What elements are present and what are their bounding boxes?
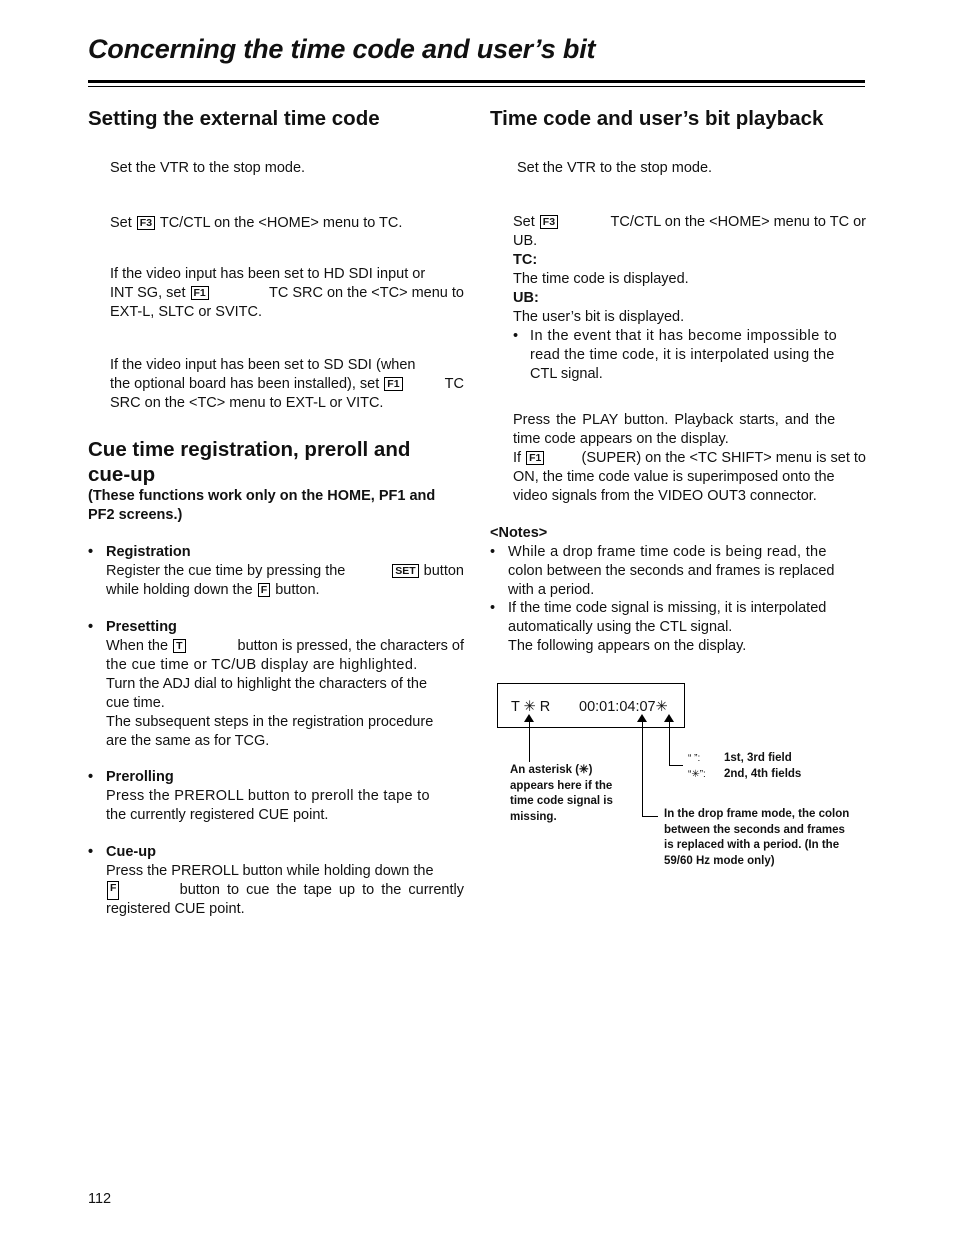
page-number: 112 [88, 1191, 112, 1207]
text: EXT-L, SLTC or SVITC. [110, 304, 263, 320]
line [513, 449, 866, 468]
legend-text: 2nd, 4th fields [724, 768, 802, 780]
legend-symbol: “✳”: [688, 769, 706, 780]
text: the currently registered CUE point. [106, 807, 329, 823]
text: In the event that it has become impossible to [530, 328, 838, 344]
text: missing. [510, 810, 557, 823]
text: time code signal is [510, 795, 613, 807]
t-key-icon: T [173, 639, 185, 653]
f3-key-icon: F3 [137, 216, 155, 230]
text: time code appears on the display. [513, 431, 729, 447]
step-play [513, 411, 866, 506]
tc-label: TC: [513, 252, 538, 268]
text: If the time code signal is missing, it is interpolated [508, 600, 827, 616]
step-hd-sdi [110, 265, 464, 322]
text: colon between the seconds and frames is replaced [508, 563, 835, 579]
legend-text: 1st, 3rd field [724, 752, 792, 764]
f-key-icon: F [258, 583, 270, 597]
step-stop-mode: Set the VTR to the stop mode. [110, 160, 306, 176]
note-signal-missing [508, 599, 866, 656]
text: Press the PREROLL button while holding down the [106, 863, 434, 879]
f1-key-icon: F1 [526, 451, 544, 465]
line [106, 562, 464, 581]
text: TC/CTL on the <HOME> menu to TC. [159, 215, 403, 231]
text: Set [513, 214, 535, 230]
bullet-icon: • [88, 769, 94, 785]
text: TC [444, 376, 464, 392]
line [106, 581, 464, 600]
text: while holding down the [106, 582, 253, 598]
text: TC/CTL on the <HOME> menu to TC or [610, 214, 866, 230]
pointer-line [529, 716, 530, 762]
text: is replaced with a period. (In the [664, 839, 840, 851]
text: the cue time or TC/UB display are highlighted. [106, 657, 418, 673]
section-heading-external-time-code: Setting the external time code [88, 107, 380, 130]
text: (These functions work only on the HOME, PF1 and [88, 488, 436, 504]
text: Register the cue time by pressing the [106, 563, 346, 579]
registration-item [106, 543, 464, 600]
line [106, 881, 464, 900]
section-subheading [88, 487, 464, 525]
text: Turn the ADJ dial to highlight the characters of the [106, 676, 428, 692]
item-title: Registration [106, 544, 191, 560]
text: button is pressed, the characters of [237, 638, 464, 654]
text: ON, the time code value is superimposed onto the [513, 469, 835, 485]
text: TC SRC on the <TC> menu to [268, 285, 464, 301]
text: PF2 screens.) [88, 507, 183, 523]
arrow-up-icon [637, 714, 647, 722]
text: If the video input has been set to SD SDI (when [110, 357, 416, 373]
text: button. [275, 582, 320, 598]
text: UB. [513, 233, 538, 249]
f-key-icon: F [107, 881, 119, 900]
pointer-line [642, 816, 658, 817]
bullet-icon: • [88, 844, 94, 860]
line [110, 284, 464, 303]
item-title: Cue-up [106, 844, 156, 860]
set-key-icon: SET [392, 564, 418, 578]
pointer-line [669, 716, 670, 766]
text: If [513, 450, 522, 466]
text: cue time. [106, 695, 165, 711]
line [106, 637, 464, 656]
display-time-code: 00:01:04:07✳ [579, 699, 668, 715]
cue-up-item [106, 843, 464, 919]
step-set-tc-ctl [110, 214, 402, 233]
line [110, 375, 464, 394]
annotation-drop-frame [664, 807, 849, 869]
interpolation-note [530, 327, 866, 384]
pointer-line [642, 716, 643, 817]
text: INT SG, set [110, 285, 186, 301]
text: 59/60 Hz mode only) [664, 854, 775, 867]
f3-key-icon: F3 [540, 215, 558, 229]
text: An asterisk (✳) [510, 764, 593, 776]
heading-line: cue-up [88, 463, 156, 486]
notes-heading: <Notes> [490, 525, 548, 541]
text: The following appears on the display. [508, 638, 747, 654]
f1-key-icon: F1 [191, 286, 209, 300]
step-set-tc-ub [513, 213, 866, 327]
text: If the video input has been set to HD SDI input or [110, 266, 426, 282]
text: read the time code, it is interpolated using the [530, 347, 835, 363]
step-stop-mode-right: Set the VTR to the stop mode. [517, 160, 713, 176]
bullet-icon: • [88, 544, 94, 560]
section-heading-cue-time [88, 437, 410, 487]
presetting-item [106, 618, 464, 751]
text: While a drop frame time code is being read, the [508, 544, 827, 560]
item-title: Prerolling [106, 769, 174, 785]
ub-label: UB: [513, 290, 539, 306]
text: the optional board has been installed), set [110, 376, 380, 392]
text: button to cue the tape up to the currently [179, 882, 464, 898]
text: automatically using the CTL signal. [508, 619, 733, 635]
text: between the seconds and frames [664, 823, 845, 836]
text: button [423, 563, 464, 579]
page-title: Concerning the time code and user’s bit [88, 34, 596, 64]
text: registered CUE point. [106, 901, 245, 917]
bullet-icon: • [513, 328, 519, 344]
line [513, 213, 866, 232]
text: with a period. [508, 582, 595, 598]
text: CTL signal. [530, 366, 603, 382]
note-drop-frame [508, 543, 866, 600]
section-heading-playback: Time code and user’s bit playback [490, 107, 824, 130]
pointer-line [669, 765, 683, 766]
step-sd-sdi [110, 356, 464, 413]
text: The time code is displayed. [513, 271, 689, 287]
text: video signals from the VIDEO OUT3 connector. [513, 488, 817, 504]
bullet-icon: • [490, 600, 496, 616]
text: (SUPER) on the <TC SHIFT> menu is set to [581, 450, 866, 466]
text: In the drop frame mode, the colon [664, 808, 850, 820]
annotation-asterisk [510, 763, 613, 825]
text: Set [110, 215, 132, 231]
f1-key-icon: F1 [384, 377, 402, 391]
heading-line: Cue time registration, preroll and [88, 438, 411, 461]
arrow-up-icon [524, 714, 534, 722]
text: When the [106, 638, 169, 654]
arrow-up-icon [664, 714, 674, 722]
text: are the same as for TCG. [106, 733, 270, 749]
title-rule [88, 80, 865, 87]
text: The user’s bit is displayed. [513, 309, 685, 325]
text: The subsequent steps in the registration procedure [106, 714, 434, 730]
display-left-text: T ✳ R [511, 699, 551, 715]
item-title: Presetting [106, 619, 177, 635]
text: Press the PREROLL button to preroll the tape to [106, 788, 430, 804]
text: appears here if the [510, 779, 613, 792]
legend-symbol: “ ”: [688, 753, 701, 764]
bullet-icon: • [88, 619, 94, 635]
text: Press the PLAY button. Playback starts, and the [513, 412, 836, 428]
text: SRC on the <TC> menu to EXT-L or VITC. [110, 395, 384, 411]
bullet-icon: • [490, 544, 496, 560]
prerolling-item [106, 768, 464, 825]
